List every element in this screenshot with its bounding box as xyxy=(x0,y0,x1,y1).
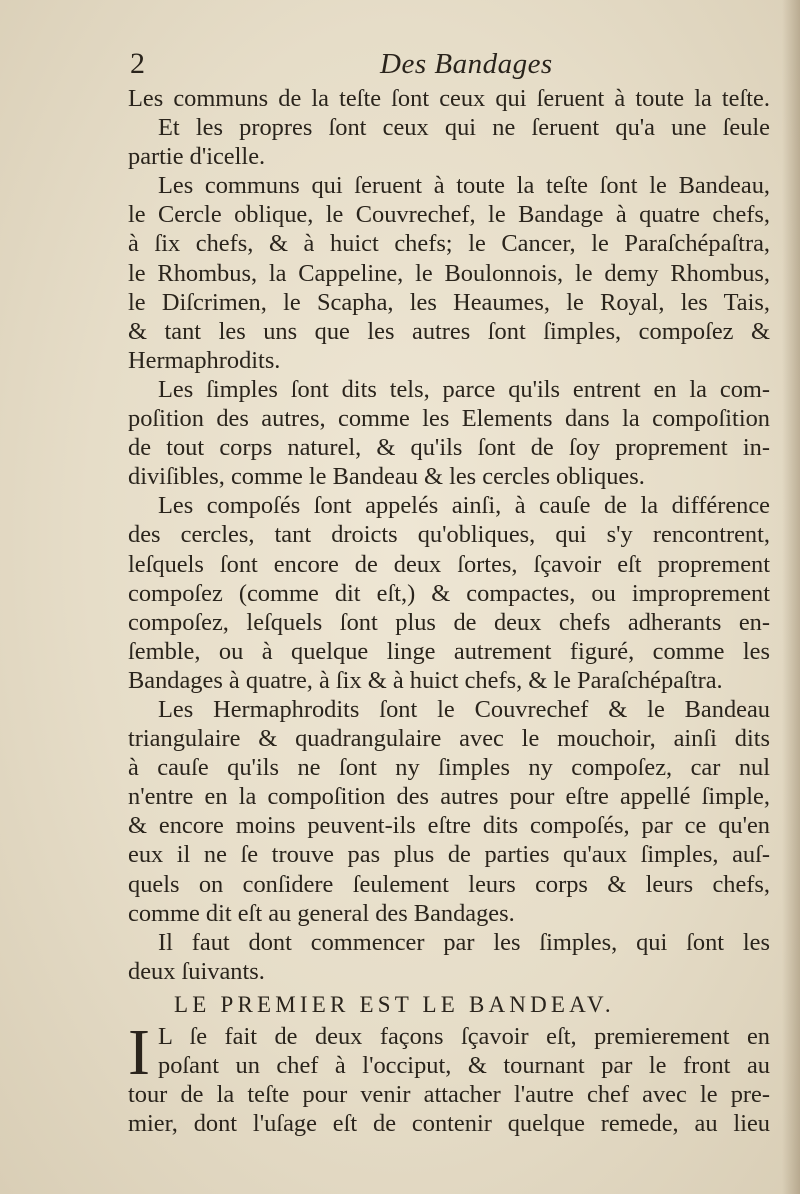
text-line: poſition des autres, comme les Elements dans la compoſition xyxy=(128,405,770,433)
text-line: le Rhombus, la Cappeline, le Boulonnois, le demy Rhombus, xyxy=(128,259,770,287)
section-text-line: poſant un chef à l'occiput, & tournant par le front au xyxy=(158,1052,770,1079)
text-line: leſquels ſont encore de deux ſortes, ſçavoir eſt proprement xyxy=(128,550,770,578)
text-line: Les Hermaphrodits ſont le Couvrechef & le Bandeau xyxy=(158,695,770,723)
text-line: à cauſe qu'ils ne ſont ny ſimples ny compoſez, car nul xyxy=(128,754,770,782)
text-line: Les ſimples ſont dits tels, parce qu'ils entrent en la com- xyxy=(158,375,770,403)
text-line: eux il ne ſe trouve pas plus de parties qu'aux ſimples, auſ- xyxy=(128,841,770,869)
text-line: des cercles, tant droicts qu'obliques, qui s'y rencontrent, xyxy=(128,521,770,549)
text-line: le Diſcrimen, le Scapha, les Heaumes, le Royal, les Tais, xyxy=(128,288,770,316)
text-line: & encore moins peuvent-ils eſtre dits compoſés, par ce qu'en xyxy=(128,812,770,840)
section-text-line: L ſe fait de deux façons ſçavoir eſt, premierement en xyxy=(158,1022,770,1050)
text-line: triangulaire & quadrangulaire avec le mouchoir, ainſi dits xyxy=(128,725,770,753)
text-line: le Cercle oblique, le Couvrechef, le Bandage à quatre chefs, xyxy=(128,201,770,229)
page-number: 2 xyxy=(130,47,145,80)
section-text-line: tour de la teſte pour venir attacher l'autre chef avec le pre- xyxy=(128,1081,770,1109)
page-header xyxy=(130,42,770,82)
text-line: compoſez (comme dit eſt,) & compactes, ou improprement xyxy=(128,579,770,607)
body-text xyxy=(128,84,770,1138)
text-line: ſemble, ou à quelque linge autrement figuré, comme les xyxy=(128,637,770,665)
text-line: Et les propres ſont ceux qui ne ſeruent qu'a une ſeule xyxy=(158,114,770,142)
text-line: Les communs de la teſte ſont ceux qui ſeruent à toute la teſte. xyxy=(128,85,770,112)
text-line: Il faut dont commencer par les ſimples, qui ſont les xyxy=(158,928,770,956)
section-heading: LE PREMIER EST LE BANDEAV. xyxy=(174,991,615,1017)
page-edge-shadow xyxy=(782,0,800,1194)
text-line: & tant les uns que les autres ſont ſimples, compoſez & xyxy=(128,317,770,345)
text-line: quels on conſidere ſeulement leurs corps & leurs chefs, xyxy=(128,870,770,898)
paragraph-lines xyxy=(128,84,770,986)
text-line: diviſibles, comme le Bandeau & les cercles obliques. xyxy=(128,463,645,491)
running-head: Des Bandages xyxy=(380,48,553,80)
text-line: de tout corps naturel, & qu'ils ſont de ſoy proprement in- xyxy=(128,434,770,462)
text-line: Les compoſés ſont appelés ainſi, à cauſe de la différence xyxy=(158,492,770,520)
text-line: Les communs qui ſeruent à toute la teſte ſont le Bandeau, xyxy=(158,172,770,200)
drop-cap: I xyxy=(128,1015,150,1089)
text-line: à ſix chefs, & à huict chefs; le Cancer, le Paraſchépaſtra, xyxy=(128,230,770,258)
text-line: comme dit eſt au general des Bandages. xyxy=(128,899,515,927)
text-line: Bandages à quatre, à ſix & à huict chefs, & le Paraſchépaſtra. xyxy=(128,666,723,694)
section-paragraph xyxy=(128,1015,770,1138)
section-lines xyxy=(128,1015,770,1138)
text-line: deux ſuivants. xyxy=(128,957,265,985)
text-line: compoſez, leſquels ſont plus de deux chefs adherants en- xyxy=(128,608,770,636)
text-line: partie d'icelle. xyxy=(128,143,266,171)
text-line: n'entre en la compoſition des autres pour eſtre appellé ſimple, xyxy=(128,783,770,811)
text-line: Hermaphrodits. xyxy=(128,346,281,374)
section-text-line: mier, dont l'uſage eſt de contenir quelque remede, au lieu xyxy=(128,1110,770,1138)
